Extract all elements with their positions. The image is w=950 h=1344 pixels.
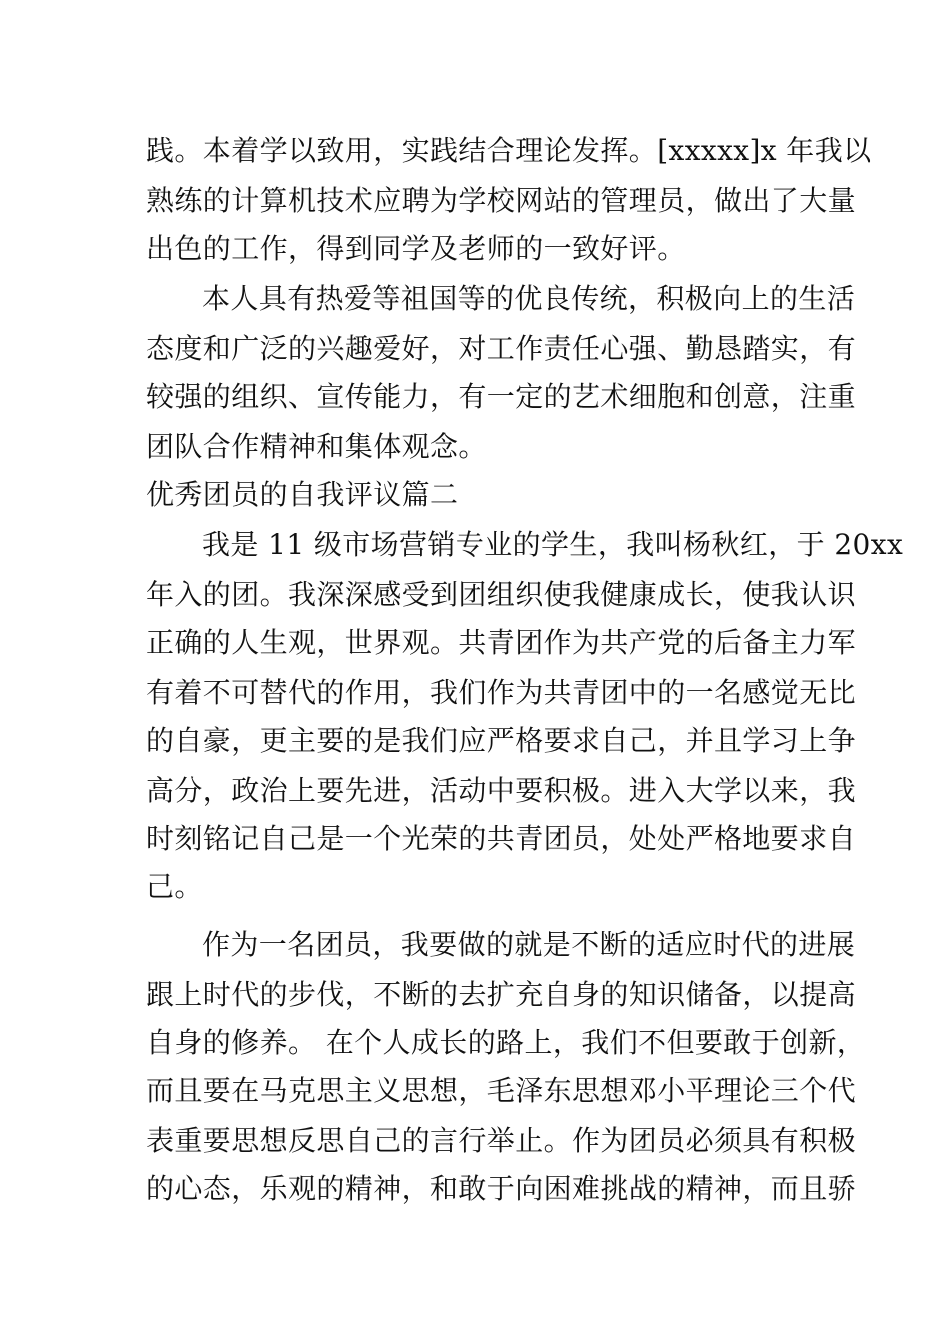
text-line: 熟练的计算机技术应聘为学校网站的管理员，做出了大量 [146,184,857,217]
paragraph-first-line: 本人具有热爱等祖国等的优良传统，积极向上的生活 [202,282,856,315]
text-line: 的自豪，更主要的是我们应严格要求自己，并且学习上争 [146,724,857,757]
text-line: 团队合作精神和集体观念。 [146,430,487,463]
paragraph-first-line: 作为一名团员，我要做的就是不断的适应时代的进展 [202,928,856,961]
text-line: 有着不可替代的作用，我们作为共青团中的一名感觉无比 [146,676,857,709]
text-line: 表重要思想反思自己的言行举止。作为团员必须具有积极 [146,1124,857,1157]
text-line: 出色的工作，得到同学及老师的一致好评。 [146,232,686,265]
text-line: 态度和广泛的兴趣爱好，对工作责任心强、勤恳踏实，有 [146,332,857,365]
text-line: 的心态，乐观的精神，和敢于向困难挑战的精神，而且骄 [146,1172,857,1205]
section-heading: 优秀团员的自我评议篇二 [146,478,459,511]
paragraph-first-line: 我是 11 级市场营销专业的学生，我叫杨秋红，于 20xx [202,528,904,561]
text-line: 跟上时代的步伐，不断的去扩充自身的知识储备，以提高 [146,978,857,1011]
text-line: 正确的人生观，世界观。共青团作为共产党的后备主力军 [146,626,857,659]
text-line: 较强的组织、宣传能力，有一定的艺术细胞和创意，注重 [146,380,857,413]
text-line: 自身的修养。 在个人成长的路上，我们不但要敢于创新， [146,1026,866,1059]
text-line: 己。 [146,870,203,903]
text-line: 而且要在马克思主义思想，毛泽东思想邓小平理论三个代 [146,1074,857,1107]
text-line: 践。本着学以致用，实践结合理论发挥。[xxxxx]x 年我以 [146,134,872,167]
text-line: 高分，政治上要先进，活动中要积极。进入大学以来，我 [146,774,857,807]
text-line: 时刻铭记自己是一个光荣的共青团员，处处严格地要求自 [146,822,857,855]
text-line: 年入的团。我深深感受到团组织使我健康成长，使我认识 [146,578,857,611]
